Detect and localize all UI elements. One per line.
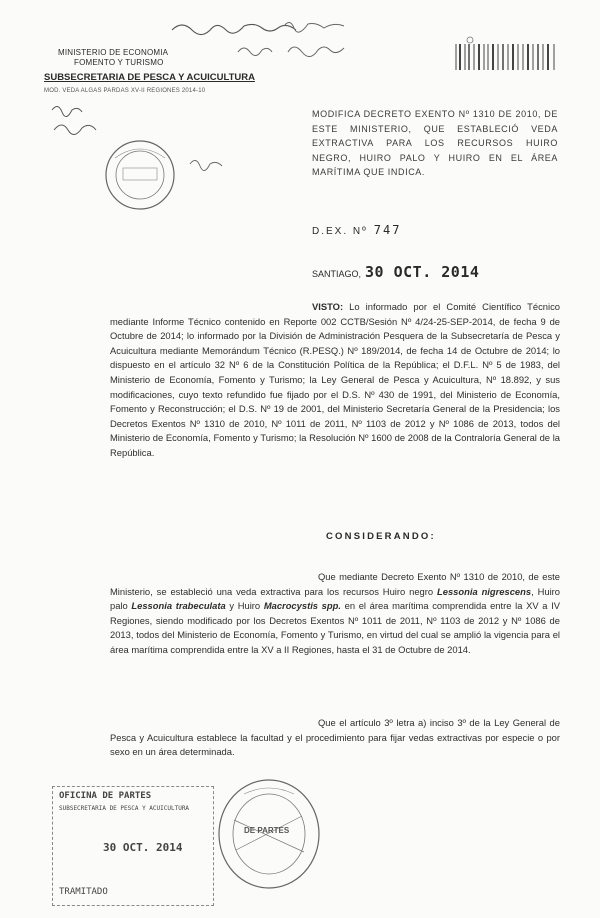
c1-text-d: en el área marítima comprendida entre la XV a IV Regiones, siendo modificado por los Decretos Exentos Nº 1011 de 2011, Nº 1103 de 2012 y Nº 1086 de 2013, todos del Ministerio de Economía, Fomento y Turismo, en virtud del cual se amplió la vigencia para el área marítima comprendida entre la XV a II Regiones, hasta el 31 de Octubre de 2014.	[110, 600, 560, 655]
date-stamp: 30 OCT. 2014	[365, 263, 480, 281]
stamp-status: TRAMITADO	[59, 887, 108, 897]
considerando-paragraph-1	[110, 570, 560, 658]
stamp-agency: SUBSECRETARIA DE PESCA Y ACUICULTURA	[59, 805, 190, 812]
stamp-office: OFICINA DE PARTES	[59, 791, 152, 801]
species-lessonia-nigrescens: Lessonia nigrescens	[437, 585, 532, 597]
visto-label: VISTO:	[312, 301, 344, 312]
decree-number-label: D.EX. Nº	[312, 226, 368, 237]
seal-label: DE PARTES	[244, 826, 290, 835]
decree-title: MODIFICA DECRETO EXENTO Nº 1310 DE 2010, DE ESTE MINISTERIO, QUE ESTABLECIÓ VEDA EXTRACTIVA PARA LOS RECURSOS HUIRO NEGRO, HUIRO PALO Y HUIRO EN EL ÁREA MARÍTIMA QUE INDICA.	[312, 109, 558, 177]
reference-code: MOD. VEDA ALGAS PARDAS XV-II REGIONES 2014-10	[44, 88, 206, 94]
species-lessonia-trabeculata: Lessonia trabeculata	[131, 600, 226, 612]
decree-number: 747	[373, 223, 402, 237]
handwritten-initials	[48, 100, 108, 144]
considerando-paragraph-2: Que el artículo 3º letra a) inciso 3º de la Ley General de Pesca y Acuicultura establece la facultad y el procedimiento para fijar vedas extractivas por especie o por sexo en un área determinada.	[110, 717, 560, 758]
ministry-name: MINISTERIO DE ECONOMIA	[58, 48, 169, 57]
decree-date-line	[312, 263, 479, 281]
handwritten-notes-top	[168, 12, 368, 58]
handwritten-mark	[186, 152, 226, 172]
oficina-partes-stamp	[52, 786, 214, 906]
oficina-partes-seal	[214, 776, 324, 894]
date-place: SANTIAGO,	[312, 269, 362, 279]
species-macrocystis: Macrocystis spp.	[263, 600, 341, 612]
visto-paragraph	[110, 300, 560, 461]
ministry-subname: FOMENTO Y TURISMO	[74, 58, 164, 67]
c1-text-a: Que mediante Decreto Exento Nº 1310 de 2010, de este Ministerio, se estableció una veda extractiva para los recursos Huiro negro	[110, 571, 560, 597]
stamp-date: 30 OCT. 2014	[103, 841, 183, 854]
visto-text: Lo informado por el Comité Científico Técnico mediante Informe Técnico contenido en Reporte 002 CCTB/Sesión Nº 4/24-25-SEP-2014, de fecha 9 de Octubre de 2014; lo informado por la División de Administración Pesquera de la Subsecretaría de Pesca y Acuicultura mediante Memorándum Técnico (R.PESQ.) Nº 189/2014, de fecha 14 de Octubre de 2014; lo dispuesto en el artículo 32 Nº 6 de la Constitución Política de la República; el D.F.L. Nº 5 de 1983, del Ministerio de Economía, Fomento y Turismo; la Ley General de Pesca y Acuicultura, Nº 18.892, y sus modificaciones, cuyo texto refundido fue fijado por el D.S. Nº 430 de 1991, del Ministerio de Economía, Fomento y Reconstrucción; el D.S. Nº 19 de 2001, del Ministerio Secretaría General de la Presidencia; los Decretos Exentos Nº 1310 de 2010, Nº 1011 de 2011, Nº 1103 de 2012 y Nº 1086 de 2013, todos del Ministerio de Economía, Fomento y Turismo; la Resolución Nº 1600 de 2008 de la Contraloría General de la República.	[110, 301, 560, 458]
subsecretaria-title: SUBSECRETARIA DE PESCA Y ACUICULTURA	[44, 72, 255, 83]
barcode-icon	[446, 36, 566, 82]
c1-text-b: , Huiro palo	[110, 585, 560, 612]
decree-number-line	[312, 223, 401, 237]
considerando-heading: CONSIDERANDO:	[326, 531, 436, 542]
ministry-seal-stamp	[103, 138, 177, 212]
c1-text-c: y Huiro	[225, 600, 264, 612]
